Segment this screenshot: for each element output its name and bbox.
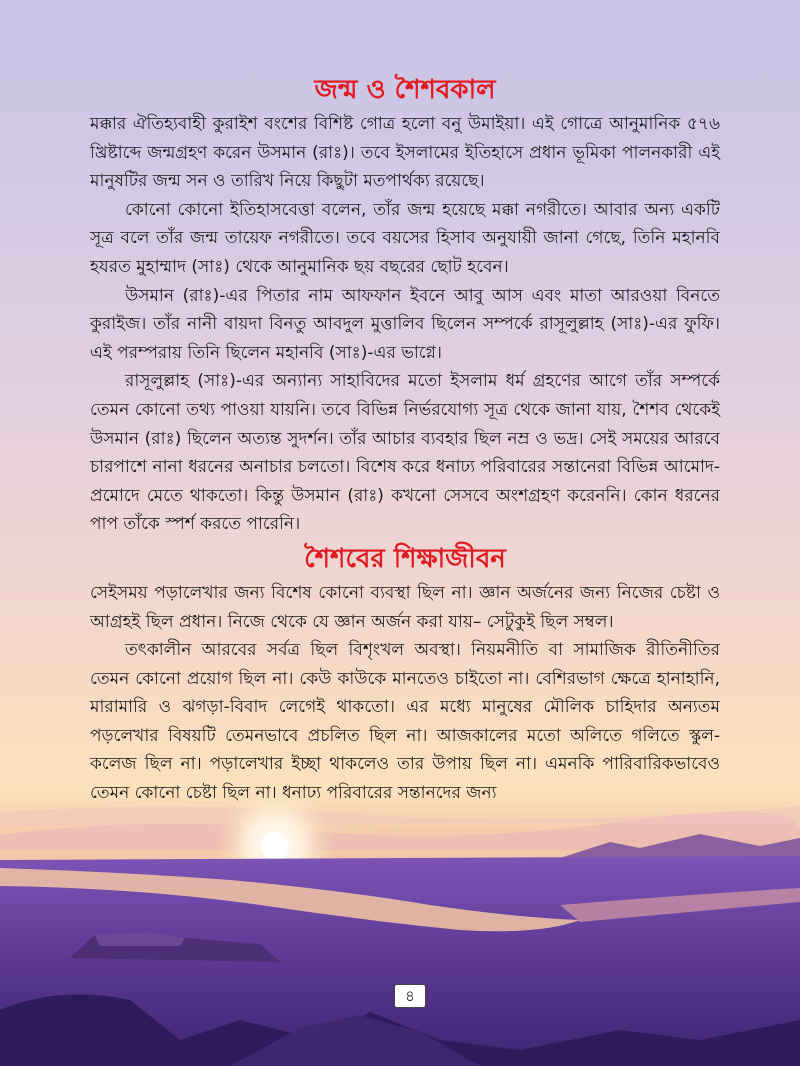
section-heading-birth-childhood: জন্ম ও শৈশবকাল (314, 75, 496, 105)
paragraph: কোনো কোনো ইতিহাসবেত্তা বলেন, তাঁর জন্ম হয়েছে মক্কা নগরীতে। আবার অন্য একটি সূত্র বলে তাঁর জন্ম তায়েফ নগরীতে। তবে বয়সের হিসাব অনুযায়ী জানা গেছে, তিনি মহানবি হযরত মুহাম্মাদ (সাঃ) থেকে আনুমানিক ছয় বছরের ছোট হবেন। (90, 199, 720, 277)
paragraph: তৎকালীন আরবের সর্বত্র ছিল বিশৃংখল অবস্থা। নিয়মনীতি বা সামাজিক রীতিনীতির তেমন কোনো প্রয়োগ ছিল না। কেউ কাউকে মানতেও চাইতো না। বেশিরভাগ ক্ষেত্রে হানাহানি, মারামারি ও ঝগড়া-বিবাদ লেগেই থাকতো। এর মধ্যে মানুষের মৌলিক চাহিদার অন্যতম পড়লেখার বিষয়টি তেমনভাবে প্রচলিত ছিল না। আজকালের মতো অলিতে গলিতে স্কুল-কলেজ ছিল না। পড়ালেখার ইচ্ছা থাকলেও তার উপায় ছিল না। এমনকি পারিবারিকভাবেও তেমন কোনো চেষ্টা ছিল না। ধনাঢ্য পরিবারের সন্তানদের জন্য (90, 640, 720, 804)
page-number: ৪ (394, 984, 426, 1008)
paragraph: উসমান (রাঃ)-এর পিতার নাম আফফান ইবনে আবু আস এবং মাতা আরওয়া বিনতে কুরাইজ। তাঁর নানী বায়দা বিনতু আবদুল মুত্তালিব ছিলেন সম্পর্কে রাসূলুল্লাহ (সাঃ)-এর ফুফি। এই পরম্পরায় তিনি ছিলেন মহানবি (সাঃ)-এর ভাগ্নে। (90, 285, 720, 363)
paragraph: রাসূলুল্লাহ (সাঃ)-এর অন্যান্য সাহাবিদের মতো ইসলাম ধর্ম গ্রহণের আগে তাঁর সম্পর্কে তেমন কোনো তথ্য পাওয়া যায়নি। তবে বিভিন্ন নির্ভরযোগ্য সূত্র থেকে জানা যায়, শৈশব থেকেই উসমান (রাঃ) ছিলেন অত্যন্ত সুদর্শন। তাঁর আচার ব্যবহার ছিল নম্র ও ভদ্র। সেই সময়ের আরবে চারপাশে নানা ধরনের অনাচার চলতো। বিশেষ করে ধনাঢ্য পরিবারের সন্তানেরা বিভিন্ন আমোদ-প্রমোদে মেতে থাকতো। কিন্তু উসমান (রাঃ) কখনো সেসবে অংশগ্রহণ করেননি। কোন ধরনের পাপ তাঁকে স্পর্শ করতে পারেনি। (90, 371, 720, 535)
page-content (90, 70, 720, 808)
paragraph: সেইসময় পড়ালেখার জন্য বিশেষ কোনো ব্যবস্থা ছিল না। জ্ঞান অর্জনের জন্য নিজের চেষ্টা ও আগ্রহই ছিল প্রধান। নিজে থেকে যে জ্ঞান অর্জন করা যায়– সেটুকুই ছিল সম্বল। (90, 582, 720, 632)
section-heading-childhood-education: শৈশবের শিক্ষাজীবন (304, 543, 506, 574)
paragraph: মক্কার ঐতিহ্যবাহী কুরাইশ বংশের বিশিষ্ট গোত্র হলো বনু উমাইয়া। এই গোত্রে আনুমানিক ৫৭৬ খ্রিষ্টাব্দে জন্মগ্রহণ করেন উসমান (রাঃ)। তবে ইসলামের ইতিহাসে প্রধান ভূমিকা পালনকারী এই মানুষটির জন্ম সন ও তারিখ নিয়ে কিছুটা মতপার্থক্য রয়েছে। (90, 114, 720, 192)
sun-core (261, 832, 289, 860)
